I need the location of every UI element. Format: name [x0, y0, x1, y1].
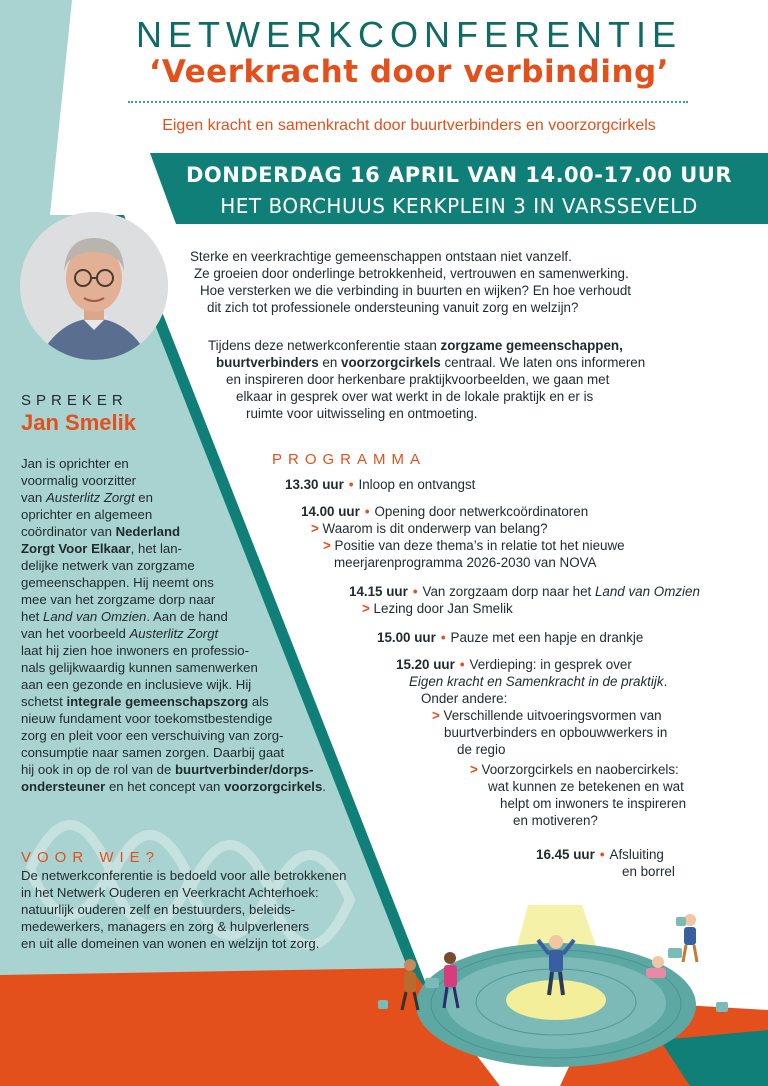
- program-item: [349, 584, 700, 601]
- voor-wie-line: natuurlijk ouderen zelf en bestuurders, beleids-: [21, 902, 296, 917]
- program-subtext: Waarom is dit onderwerp van belang?: [322, 521, 548, 536]
- bullet-dot: •: [459, 657, 465, 672]
- program-item: [536, 847, 664, 864]
- voor-wie-line: in het Netwerk Ouderen en Veerkracht Achterhoek:: [21, 885, 319, 900]
- arrow-icon: >: [323, 538, 335, 553]
- program-subitem-cont: wat kunnen ze betekenen en wat: [488, 779, 684, 794]
- intro-line-4: dit zich tot professionele ondersteuning vanuit zorg en welzijn?: [207, 300, 579, 315]
- program-subitem: [311, 521, 548, 538]
- bio-bold: Zorgt Voor Elkaar: [21, 541, 131, 556]
- speaker-label: SPREKER: [21, 392, 128, 409]
- bullet-dot: •: [599, 847, 605, 862]
- bio-line: consumptie naar samen zorgen. Daarbij gaat: [21, 745, 285, 760]
- bio-line: [21, 761, 313, 778]
- intro-p2-l1-pre: Tijdens deze netwerkconferentie staan: [208, 338, 441, 353]
- bio-line: delijke netwerk van zorgzame: [21, 558, 195, 573]
- voor-wie-line: en uit alle domeinen van wonen en welzijn tot zorg.: [21, 936, 320, 951]
- bio-text: als: [248, 694, 269, 709]
- program-text: Inloop en ontvangst: [358, 477, 476, 492]
- dotted-divider: [128, 101, 688, 103]
- bio-text: en het concept van: [105, 779, 225, 794]
- program-subitem-cont: de regio: [457, 742, 506, 757]
- program-item: [301, 504, 588, 521]
- arrow-icon: >: [432, 708, 444, 723]
- bio-text: . Aan de hand: [146, 609, 228, 624]
- program-time: 15.20 uur: [396, 657, 455, 672]
- bio-line: aan een gezonde en inclusieve wijk. Hij: [21, 677, 252, 692]
- program-item: [285, 477, 475, 494]
- bio-text: coördinator van: [21, 524, 116, 539]
- bio-line: [21, 540, 182, 557]
- bio-text: van: [21, 490, 46, 505]
- program-subtext: Voorzorgcirkels en naobercirkels:: [481, 762, 679, 777]
- bio-line: [21, 693, 269, 710]
- intro-p2-line-3: en inspireren door herkenbare praktijkvoorbeelden, we gaan met: [226, 372, 610, 387]
- speaker-photo: [20, 212, 168, 360]
- page-subtitle: ‘Veerkracht door verbinding’: [149, 54, 669, 90]
- program-time: 16.45 uur: [536, 847, 595, 862]
- event-location: HET BORCHUUS KERKPLEIN 3 IN VARSSEVELD: [220, 194, 698, 218]
- bio-line: [21, 625, 218, 642]
- page-title: NETWERKCONFERENTIE: [135, 14, 682, 55]
- intro-p2-l2-mid: en: [318, 355, 342, 370]
- program-subitem: [362, 601, 513, 618]
- program-subitem: [432, 708, 662, 725]
- bio-bold: integrale gemeenschapszorg: [66, 694, 249, 709]
- bio-line: gemeenschappen. Hij neemt ons: [21, 575, 214, 590]
- intro-p2-l2-post: centraal. We laten ons informeren: [440, 355, 646, 370]
- voor-wie-line: De netwerkconferentie is bedoeld voor alle betrokkenen: [21, 868, 347, 883]
- bio-text: het: [21, 609, 43, 624]
- program-text-italic: Land van Omzien: [594, 584, 700, 599]
- intro-line-2: Ze groeien door onderlinge betrokkenheid, vertrouwen en samenwerking.: [194, 266, 629, 281]
- bio-bold: ondersteuner: [21, 779, 106, 794]
- bio-line: [21, 489, 153, 506]
- program-item-line: [409, 674, 667, 691]
- intro-p2-l2-bold2: voorzorgcirkels: [341, 355, 441, 370]
- program-subitem-cont: buurtverbinders en opbouwwerkers in: [444, 725, 668, 740]
- bio-bold: buurtverbinder/dorps-: [174, 762, 314, 777]
- bio-text: .: [322, 779, 326, 794]
- intro-p2-line-1: [208, 338, 623, 355]
- bio-italic: Land van Omzien: [43, 609, 147, 624]
- bio-bold: Nederland: [115, 524, 181, 539]
- tagline: Eigen kracht en samenkracht door buurtverbinders en voorzorgcirkels: [162, 117, 656, 134]
- bio-line: mee van het zorgzame dorp naar: [21, 592, 216, 607]
- bio-line: nals gelijkwaardig kunnen samenwerken: [21, 660, 258, 675]
- program-subtext: Lezing door Jan Smelik: [373, 601, 513, 616]
- bio-text: van het voorbeeld: [21, 626, 130, 641]
- program-item-line: Onder andere:: [421, 691, 508, 706]
- program-text: Afsluiting: [609, 847, 664, 862]
- intro-line-1: Sterke en veerkrachtige gemeenschappen ontstaan niet vanzelf.: [190, 249, 572, 264]
- program-text: Pauze met een hapje en drankje: [450, 630, 644, 645]
- bio-text: , het lan-: [130, 541, 182, 556]
- arrow-icon: >: [362, 601, 374, 616]
- bio-italic: Austerlitz Zorgt: [129, 626, 219, 641]
- program-text: Van zorgzaam dorp naar het: [422, 584, 595, 599]
- voor-wie-line: medewerkers, managers en zorg & hulpverleners: [21, 919, 310, 934]
- bio-line: nieuw fundament voor toekomstbestendige: [21, 711, 273, 726]
- bio-line: voormalig voorzitter: [21, 473, 137, 488]
- program-time: 14.15 uur: [349, 584, 408, 599]
- program-subitem-cont: helpt om inwoners te inspireren: [500, 796, 687, 811]
- bio-line: [21, 523, 180, 540]
- program-text-italic: Eigen kracht en Samenkracht in de praktijk: [409, 674, 664, 689]
- program-subtext: Positie van deze thema’s in relatie tot het nieuwe: [334, 538, 625, 553]
- intro-p2-l2-bold1: buurtverbinders: [216, 355, 319, 370]
- bio-line: laat hij zien hoe inwoners en professio-: [21, 643, 249, 658]
- bio-line: zorg en pleit voor een verschuiving van zorg-: [21, 728, 284, 743]
- bio-text: hij ook in op de rol van de: [21, 762, 175, 777]
- program-subitem-cont: meerjarenprogramma 2026-2030 van NOVA: [334, 555, 597, 570]
- arrow-icon: >: [470, 762, 482, 777]
- program-time: 13.30 uur: [285, 477, 344, 492]
- bio-italic: Austerlitz Zorgt: [45, 490, 135, 505]
- bio-text: en: [134, 490, 153, 505]
- event-date: DONDERDAG 16 APRIL VAN 14.00-17.00 UUR: [185, 163, 732, 187]
- program-subtext: Verschillende uitvoeringsvormen van: [443, 708, 662, 723]
- bio-text: schetst: [21, 694, 67, 709]
- intro-p2-line-2: [216, 355, 645, 372]
- intro-line-3: Hoe versterken we die verbinding in buurten en wijken? En hoe verhoudt: [200, 283, 631, 298]
- program-item: [377, 630, 643, 647]
- bio-bold: voorzorgcirkels: [224, 779, 323, 794]
- bio-line: [21, 608, 228, 625]
- program-text: Opening door netwerkcoördinatoren: [374, 504, 589, 519]
- program-time: 14.00 uur: [301, 504, 360, 519]
- programma-label: PROGRAMMA: [272, 451, 427, 468]
- intro-p2-line-5: ruimte voor uitwisseling en ontmoeting.: [246, 406, 478, 421]
- intro-p2-l1-bold: zorgzame gemeenschappen,: [440, 338, 623, 353]
- bullet-dot: •: [348, 477, 354, 492]
- program-item: [396, 657, 632, 674]
- intro-p2-line-4: elkaar in gesprek over wat werkt in de lokale praktijk en er is: [236, 389, 594, 404]
- program-subitem: [323, 538, 625, 555]
- program-time: 15.00 uur: [377, 630, 436, 645]
- program-text: .: [663, 674, 668, 689]
- speaker-name: Jan Smelik: [21, 410, 136, 435]
- program-subitem-cont: en motiveren?: [513, 813, 598, 828]
- bio-line: Jan is oprichter en: [21, 456, 129, 471]
- bio-line: [21, 778, 326, 795]
- program-text: Verdieping: in gesprek over: [469, 657, 632, 672]
- bullet-dot: •: [412, 584, 418, 599]
- voor-wie-label: VOOR WIE?: [21, 849, 161, 866]
- program-subitem: [470, 762, 679, 779]
- bullet-dot: •: [364, 504, 370, 519]
- program-item-line: en borrel: [622, 864, 675, 879]
- arrow-icon: >: [311, 521, 323, 536]
- bio-line: oprichter en algemeen: [21, 507, 153, 522]
- bullet-dot: •: [440, 630, 446, 645]
